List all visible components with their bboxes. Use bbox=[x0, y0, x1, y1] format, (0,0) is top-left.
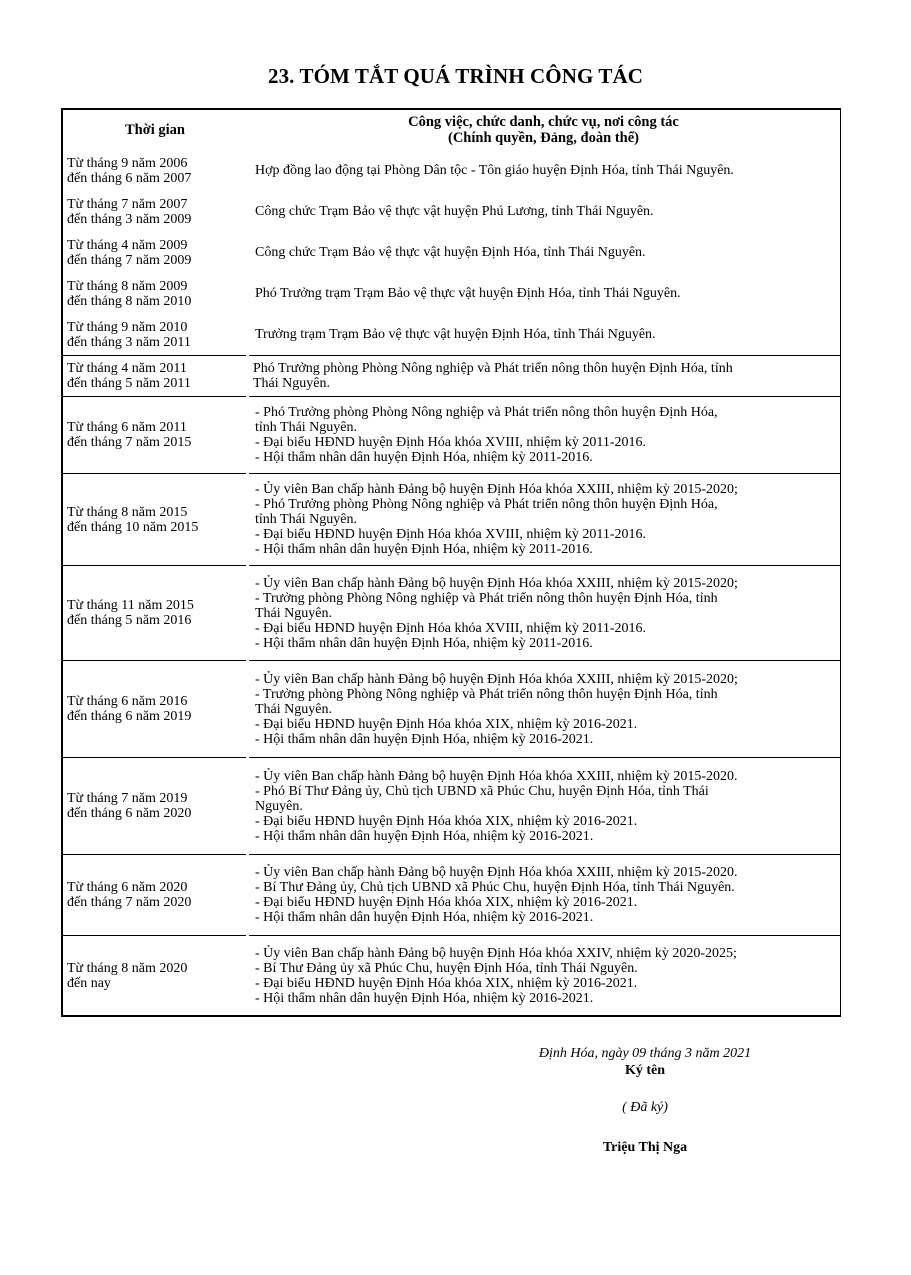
time-line: đến tháng 5 năm 2011 bbox=[67, 376, 191, 391]
work-cell bbox=[247, 405, 840, 465]
work-line: - Hội thẩm nhân dân huyện Định Hóa, nhiệm kỳ 2016-2021. bbox=[255, 828, 594, 844]
time-line: Từ tháng 9 năm 2010 bbox=[67, 319, 188, 335]
table-row bbox=[63, 396, 840, 473]
work-line: - Đại biểu HĐND huyện Định Hóa khóa XVIII, nhiệm kỳ 2011-2016. bbox=[255, 620, 647, 636]
work-cell bbox=[247, 946, 840, 1006]
work-line: - Hội thẩm nhân dân huyện Định Hóa, nhiệm kỳ 2011-2016. bbox=[255, 542, 593, 557]
work-line: - Hội thẩm nhân dân huyện Định Hóa, nhiệm kỳ 2011-2016. bbox=[255, 635, 593, 651]
time-cell bbox=[63, 420, 247, 450]
table-row bbox=[63, 660, 840, 757]
header-work-line2: (Chính quyền, Đảng, đoàn thể) bbox=[448, 130, 639, 146]
work-cell bbox=[247, 245, 840, 260]
time-line: Từ tháng 6 năm 2011 bbox=[67, 420, 187, 435]
time-line: Từ tháng 8 năm 2015 bbox=[67, 504, 188, 520]
time-line: đến tháng 8 năm 2010 bbox=[67, 293, 192, 309]
time-line: đến tháng 6 năm 2019 bbox=[67, 709, 192, 724]
work-line: Phó Trưởng trạm Trạm Bảo vệ thực vật huyện Định Hóa, tỉnh Thái Nguyên. bbox=[255, 286, 681, 301]
table-row bbox=[63, 191, 840, 232]
work-line: - Đại biểu HĐND huyện Định Hóa khóa XIX, nhiệm kỳ 2016-2021. bbox=[255, 975, 638, 991]
time-line: Từ tháng 6 năm 2020 bbox=[67, 880, 188, 895]
work-line: Phó Trưởng phòng Phòng Nông nghiệp và Phát triển nông thôn huyện Định Hóa, tỉnh bbox=[253, 361, 733, 376]
work-cell bbox=[247, 361, 840, 391]
signature-signed: ( Đã ký) bbox=[622, 1100, 668, 1115]
work-line: - Đại biểu HĐND huyện Định Hóa khóa XIX, nhiệm kỳ 2016-2021. bbox=[255, 895, 638, 910]
table-row bbox=[63, 355, 840, 396]
signature-place-date: Định Hóa, ngày 09 tháng 3 năm 2021 bbox=[538, 1046, 752, 1061]
work-line: - Đại biểu HĐND huyện Định Hóa khóa XIX, nhiệm kỳ 2016-2021. bbox=[255, 813, 638, 829]
work-line: - Bí Thư Đảng ủy, Chủ tịch UBND xã Phúc Chu, huyện Định Hóa, tỉnh Thái Nguyên. bbox=[255, 880, 735, 895]
work-line: - Ủy viên Ban chấp hành Đảng bộ huyện Định Hóa khóa XXIII, nhiệm kỳ 2015-2020. bbox=[255, 768, 738, 784]
work-line: - Phó Bí Thư Đảng ủy, Chủ tịch UBND xã Phúc Chu, huyện Định Hóa, tỉnh Thái bbox=[255, 783, 709, 799]
time-line: Từ tháng 4 năm 2009 bbox=[67, 237, 188, 253]
signature-name: Triệu Thị Nga bbox=[602, 1140, 688, 1155]
work-line: Công chức Trạm Bảo vệ thực vật huyện Phú Lương, tỉnh Thái Nguyên. bbox=[255, 204, 654, 219]
table-row bbox=[63, 232, 840, 273]
work-line: Thái Nguyên. bbox=[255, 605, 332, 621]
work-line: - Đại biểu HĐND huyện Định Hóa khóa XIX, nhiệm kỳ 2016-2021. bbox=[255, 716, 638, 732]
work-line: - Hội thẩm nhân dân huyện Định Hóa, nhiệm kỳ 2016-2021. bbox=[255, 990, 594, 1006]
time-line: đến tháng 10 năm 2015 bbox=[67, 519, 199, 535]
time-line: đến tháng 3 năm 2009 bbox=[67, 211, 192, 227]
time-line: đến tháng 7 năm 2009 bbox=[67, 252, 192, 268]
time-line: đến tháng 5 năm 2016 bbox=[67, 613, 192, 628]
section-title: 23. TÓM TẮT QUÁ TRÌNH CÔNG TÁC bbox=[267, 64, 644, 88]
work-cell bbox=[247, 482, 840, 557]
time-line: đến tháng 3 năm 2011 bbox=[67, 334, 191, 350]
table-body bbox=[63, 150, 840, 1015]
table-row bbox=[63, 854, 840, 935]
work-line: - Đại biểu HĐND huyện Định Hóa khóa XVIII, nhiệm kỳ 2011-2016. bbox=[255, 435, 647, 450]
table-row bbox=[63, 150, 840, 191]
time-cell bbox=[63, 598, 247, 628]
work-line: - Trưởng phòng Phòng Nông nghiệp và Phát triển nông thôn huyện Định Hóa, tỉnh bbox=[255, 686, 718, 702]
time-cell bbox=[63, 197, 247, 227]
time-line: Từ tháng 11 năm 2015 bbox=[67, 598, 194, 613]
work-history-table bbox=[61, 108, 841, 1017]
work-line: tỉnh Thái Nguyên. bbox=[255, 420, 358, 435]
work-line: - Ủy viên Ban chấp hành Đảng bộ huyện Định Hóa khóa XXIII, nhiệm kỳ 2015-2020; bbox=[255, 482, 738, 497]
table-row bbox=[63, 273, 840, 314]
work-line: - Ủy viên Ban chấp hành Đảng bộ huyện Định Hóa khóa XXIII, nhiệm kỳ 2015-2020. bbox=[255, 865, 738, 880]
table-header bbox=[63, 110, 840, 150]
work-line: Thái Nguyên. bbox=[253, 376, 330, 391]
time-cell bbox=[63, 961, 247, 991]
work-line: Hợp đồng lao động tại Phòng Dân tộc - Tôn giáo huyện Định Hóa, tỉnh Thái Nguyên. bbox=[255, 163, 734, 178]
time-cell bbox=[63, 505, 247, 535]
header-time: Thời gian bbox=[124, 121, 185, 138]
work-line: - Trưởng phòng Phòng Nông nghiệp và Phát triển nông thôn huyện Định Hóa, tỉnh bbox=[255, 590, 718, 606]
time-line: đến tháng 7 năm 2015 bbox=[67, 435, 192, 450]
work-line: - Đại biểu HĐND huyện Định Hóa khóa XVIII, nhiệm kỳ 2011-2016. bbox=[255, 527, 647, 542]
header-work bbox=[247, 114, 840, 146]
work-cell bbox=[247, 286, 840, 301]
time-line: đến tháng 7 năm 2020 bbox=[67, 895, 192, 910]
time-line: đến tháng 6 năm 2007 bbox=[67, 170, 192, 186]
time-line: Từ tháng 4 năm 2011 bbox=[67, 361, 187, 376]
signature-label: Ký tên bbox=[624, 1063, 666, 1078]
table-row bbox=[63, 473, 840, 565]
table-row bbox=[63, 757, 840, 854]
time-line: Từ tháng 6 năm 2016 bbox=[67, 694, 188, 709]
time-cell bbox=[63, 791, 247, 821]
time-cell bbox=[63, 361, 247, 391]
time-line: Từ tháng 7 năm 2019 bbox=[67, 791, 188, 806]
time-line: Từ tháng 8 năm 2020 bbox=[67, 960, 188, 976]
time-cell bbox=[63, 238, 247, 268]
table-row bbox=[63, 935, 840, 1015]
work-cell bbox=[247, 865, 840, 925]
time-line: đến nay bbox=[67, 975, 111, 991]
work-cell bbox=[247, 576, 840, 651]
time-line: đến tháng 6 năm 2020 bbox=[67, 806, 192, 821]
work-cell bbox=[247, 204, 840, 219]
time-cell bbox=[63, 279, 247, 309]
work-cell bbox=[247, 327, 840, 342]
work-line: - Ủy viên Ban chấp hành Đảng bộ huyện Định Hóa khóa XXIV, nhiệm kỳ 2020-2025; bbox=[255, 945, 737, 961]
work-line: - Hội thẩm nhân dân huyện Định Hóa, nhiệm kỳ 2011-2016. bbox=[255, 450, 593, 465]
time-cell bbox=[63, 156, 247, 186]
work-line: - Phó Trưởng phòng Phòng Nông nghiệp và Phát triển nông thôn huyện Định Hóa, bbox=[255, 405, 718, 420]
work-line: - Hội thẩm nhân dân huyện Định Hóa, nhiệm kỳ 2016-2021. bbox=[255, 731, 594, 747]
work-line: Nguyên. bbox=[255, 798, 303, 814]
work-line: tỉnh Thái Nguyên. bbox=[255, 512, 358, 527]
work-line: - Bí Thư Đảng ủy xã Phúc Chu, huyện Định Hóa, tỉnh Thái Nguyên. bbox=[255, 960, 638, 976]
work-line: Trưởng trạm Trạm Bảo vệ thực vật huyện Định Hóa, tỉnh Thái Nguyên. bbox=[255, 327, 656, 342]
work-line: - Phó Trưởng phòng Phòng Nông nghiệp và Phát triển nông thôn huyện Định Hóa, bbox=[255, 497, 718, 512]
header-work-line1: Công việc, chức danh, chức vụ, nơi công tác bbox=[408, 114, 679, 130]
work-cell bbox=[247, 672, 840, 747]
time-line: Từ tháng 9 năm 2006 bbox=[67, 155, 188, 171]
table-row bbox=[63, 565, 840, 660]
work-line: - Ủy viên Ban chấp hành Đảng bộ huyện Định Hóa khóa XXIII, nhiệm kỳ 2015-2020; bbox=[255, 575, 738, 591]
work-line: Công chức Trạm Bảo vệ thực vật huyện Định Hóa, tỉnh Thái Nguyên. bbox=[255, 245, 646, 260]
time-line: Từ tháng 8 năm 2009 bbox=[67, 278, 188, 294]
table-row bbox=[63, 314, 840, 355]
time-line: Từ tháng 7 năm 2007 bbox=[67, 196, 188, 212]
time-cell bbox=[63, 694, 247, 724]
time-cell bbox=[63, 320, 247, 350]
work-line: Thái Nguyên. bbox=[255, 701, 332, 717]
work-cell bbox=[247, 163, 840, 178]
work-cell bbox=[247, 769, 840, 844]
time-cell bbox=[63, 880, 247, 910]
work-line: - Ủy viên Ban chấp hành Đảng bộ huyện Định Hóa khóa XXIII, nhiệm kỳ 2015-2020; bbox=[255, 671, 738, 687]
work-line: - Hội thẩm nhân dân huyện Định Hóa, nhiệm kỳ 2016-2021. bbox=[255, 910, 594, 925]
